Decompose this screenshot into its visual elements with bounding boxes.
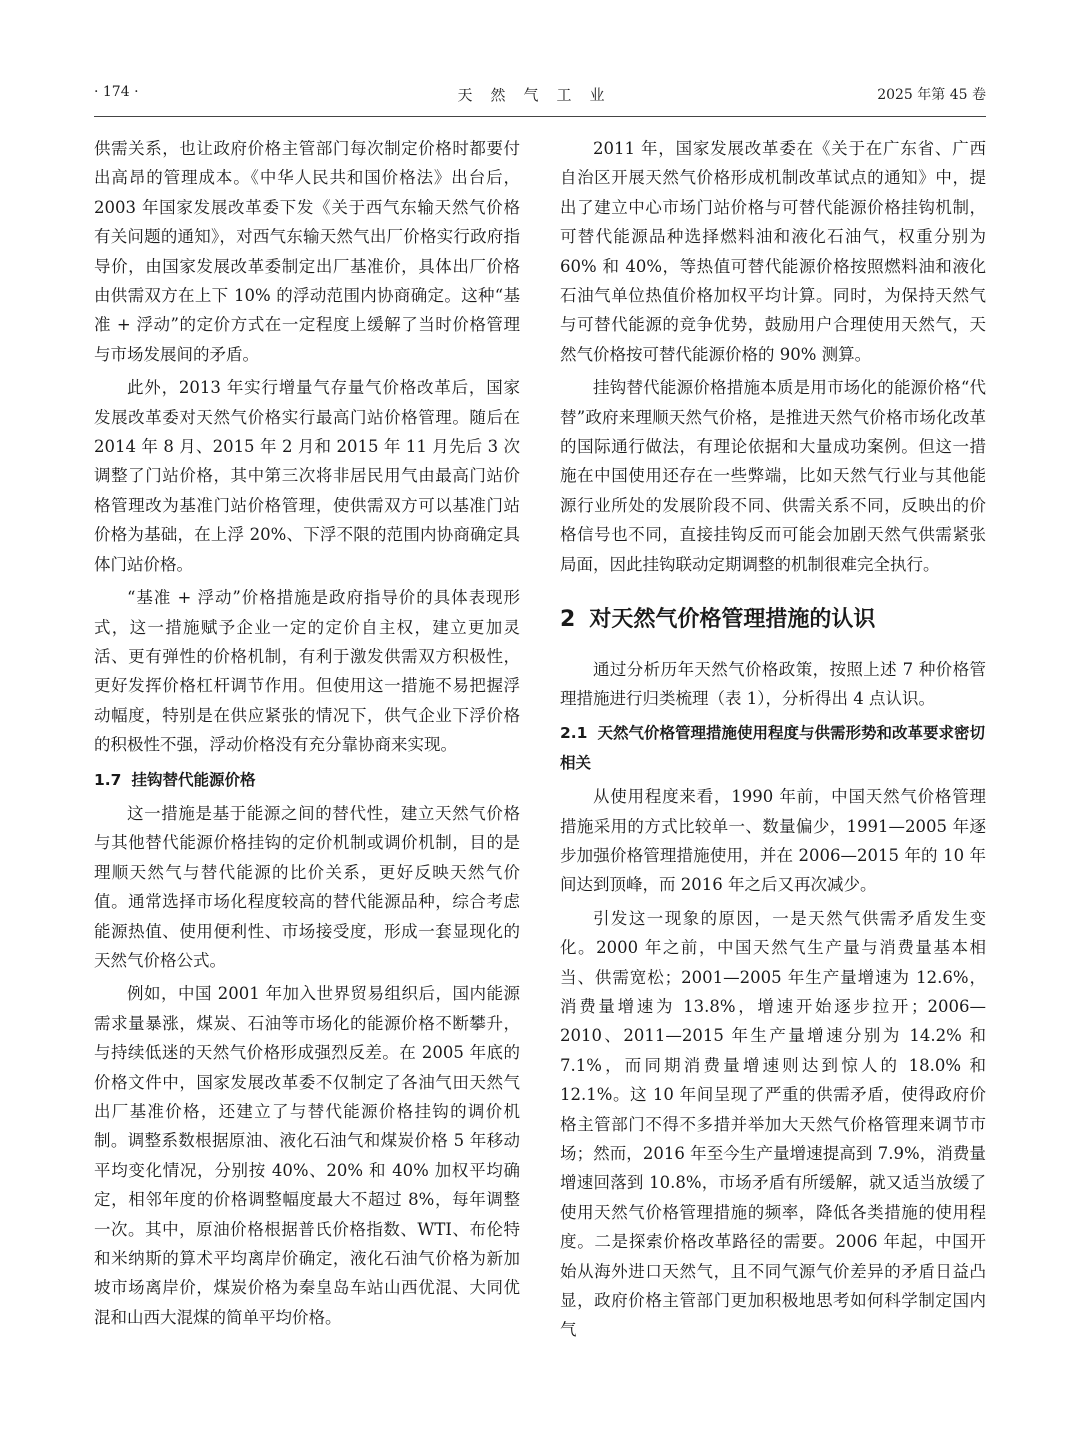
right-column	[560, 134, 986, 1345]
page-number: · 174 ·	[94, 84, 139, 100]
section-number: 1.7	[94, 770, 122, 789]
journal-title: 天然气工业	[457, 86, 623, 104]
volume-info: 2025 年第 45 卷	[877, 87, 986, 103]
section-title: 天然气价格管理措施使用程度与供需形势和改革要求密切相关	[560, 724, 985, 772]
page-header	[94, 84, 986, 110]
paragraph: 通过分析历年天然气价格政策，按照上述 7 种价格管理措施进行归类梳理（表 1），分析得出 4 点认识。	[560, 659, 986, 708]
left-column	[94, 134, 520, 1332]
section-title: 对天然气价格管理措施的认识	[589, 607, 876, 633]
paragraph: 供需关系，也让政府价格主管部门每次制定价格时都要付出高昂的管理成本。《中华人民共和国价格法》出台后，2003 年国家发展改革委下发《关于西气东输天然气价格有关问题的通知》，对西气东输天然气出厂价格实行政府指导价，由国家发展改革委制定出厂基准价，具体出厂价格由供需双方在上下 10% 的浮动范围内协商确定。这种“基准 + 浮动”的定价方式在一定程度上缓解了当时价格管理与市场发展间的矛盾。	[94, 139, 520, 364]
paragraph: 这一措施是基于能源之间的替代性，建立天然气价格与其他替代能源价格挂钩的定价机制或调价机制，目的是理顺天然气与替代能源的比价关系，更好反映天然气价值。通常选择市场化程度较高的替代能源品种，综合考虑能源热值、使用便利性、市场接受度，形成一套显现化的天然气价格公式。	[94, 803, 520, 970]
paragraph: 从使用程度来看，1990 年前，中国天然气价格管理措施采用的方式比较单一、数量偏少，1991—2005 年逐步加强价格管理措施使用，并在 2006—2015 年的 10 年间达到顶峰，而 2016 年之后又再次减少。	[560, 787, 986, 895]
paragraph: “基准 + 浮动”价格措施是政府指导价的具体表现形式，这一措施赋予企业一定的定价自主权，建立更加灵活、更有弹性的价格机制，有利于激发供需双方积极性，更好发挥价格杠杆调节作用。但使用这一措施不易把握浮动幅度，特别是在供应紧张的情况下，供气企业下浮价格的积极性不强，浮动价格没有充分靠协商来实现。	[94, 588, 520, 755]
paragraph: 引发这一现象的原因，一是天然气供需矛盾发生变化。2000 年之前，中国天然气生产量与消费量基本相当、供需宽松；2001—2005 年生产量增速为 12.6%，消费量增速为 13.8%，增速开始逐步拉开；2006—2010、2011—2015 年生产量增速分别为 14.2% 和 7.1%，而同期消费量增速则达到惊人的 18.0% 和 12.1%。这 10 年间呈现了严重的供需矛盾，使得政府价格主管部门不得不多措并举加大天然气价格管理来调节市场；然而，2016 年至今生产量增速提高到 7.9%，消费量增速回落到 10.8%，市场矛盾有所缓解，就又适当放缓了使用天然气价格管理措施的频率，降低各类措施的使用程度。二是探索价格改革路径的需要。2006 年起，中国开始从海外进口天然气，且不同气源气价差异的矛盾日益凸显，政府价格主管部门更加积极地思考如何科学制定国内气	[560, 908, 986, 1340]
section-heading-2	[560, 605, 986, 634]
paragraph: 此外，2013 年实行增量气存量气价格改革后，国家发展改革委对天然气价格实行最高门站价格管理。随后在 2014 年 8 月、2015 年 2 月和 2015 年 11 月先后 3 次调整了门站价格，其中第三次将非居民用气由最高门站价格管理改为基准门站价格管理，使供需双方可以基准门站价格为基础，在上浮 20%、下浮不限的范围内协商确定具体门站价格。	[94, 378, 520, 574]
section-heading-1-7	[94, 766, 520, 795]
section-number: 2.1	[560, 724, 588, 743]
paragraph: 2011 年，国家发展改革委在《关于在广东省、广西自治区开展天然气价格形成机制改革试点的通知》中，提出了建立中心市场门站价格与可替代能源价格挂钩机制，可替代能源品种选择燃料油和液化石油气，权重分别为 60% 和 40%，等热值可替代能源价格按照燃料油和液化石油气单位热值价格加权平均计算。同时，为保持天然气与可替代能源的竞争优势，鼓励用户合理使用天然气，天然气价格按可替代能源价格的 90% 测算。	[560, 139, 986, 364]
section-heading-2-1	[560, 719, 986, 778]
paragraph: 例如，中国 2001 年加入世界贸易组织后，国内能源需求量暴涨，煤炭、石油等市场化的能源价格不断攀升，与持续低迷的天然气价格形成强烈反差。在 2005 年底的价格文件中，国家发展改革委不仅制定了各油气田天然气出厂基准价格，还建立了与替代能源价格挂钩的调价机制。调整系数根据原油、液化石油气和煤炭价格 5 年移动平均变化情况，分别按 40%、20% 和 40% 加权平均确定，相邻年度的价格调整幅度最大不超过 8%，每年调整一次。其中，原油价格根据普氏价格指数、WTI、布伦特和米纳斯的算术平均离岸价确定，液化石油气价格为新加坡市场离岸价，煤炭价格为秦皇岛车站山西优混、大同优混和山西大混煤的简单平均价格。	[94, 984, 520, 1327]
section-number: 2	[560, 607, 576, 633]
paragraph: 挂钩替代能源价格措施本质是用市场化的能源价格“代替”政府来理顺天然气价格，是推进天然气价格市场化改革的国际通行做法，有理论依据和大量成功案例。但这一措施在中国使用还存在一些弊端，比如天然气行业与其他能源行业所处的发展阶段不同、供需关系不同，反映出的价格信号也不同，直接挂钩反而可能会加剧天然气供需紧张局面，因此挂钩联动定期调整的机制很难完全执行。	[560, 378, 986, 574]
header-rule	[94, 116, 986, 117]
section-title: 挂钩替代能源价格	[131, 770, 256, 789]
